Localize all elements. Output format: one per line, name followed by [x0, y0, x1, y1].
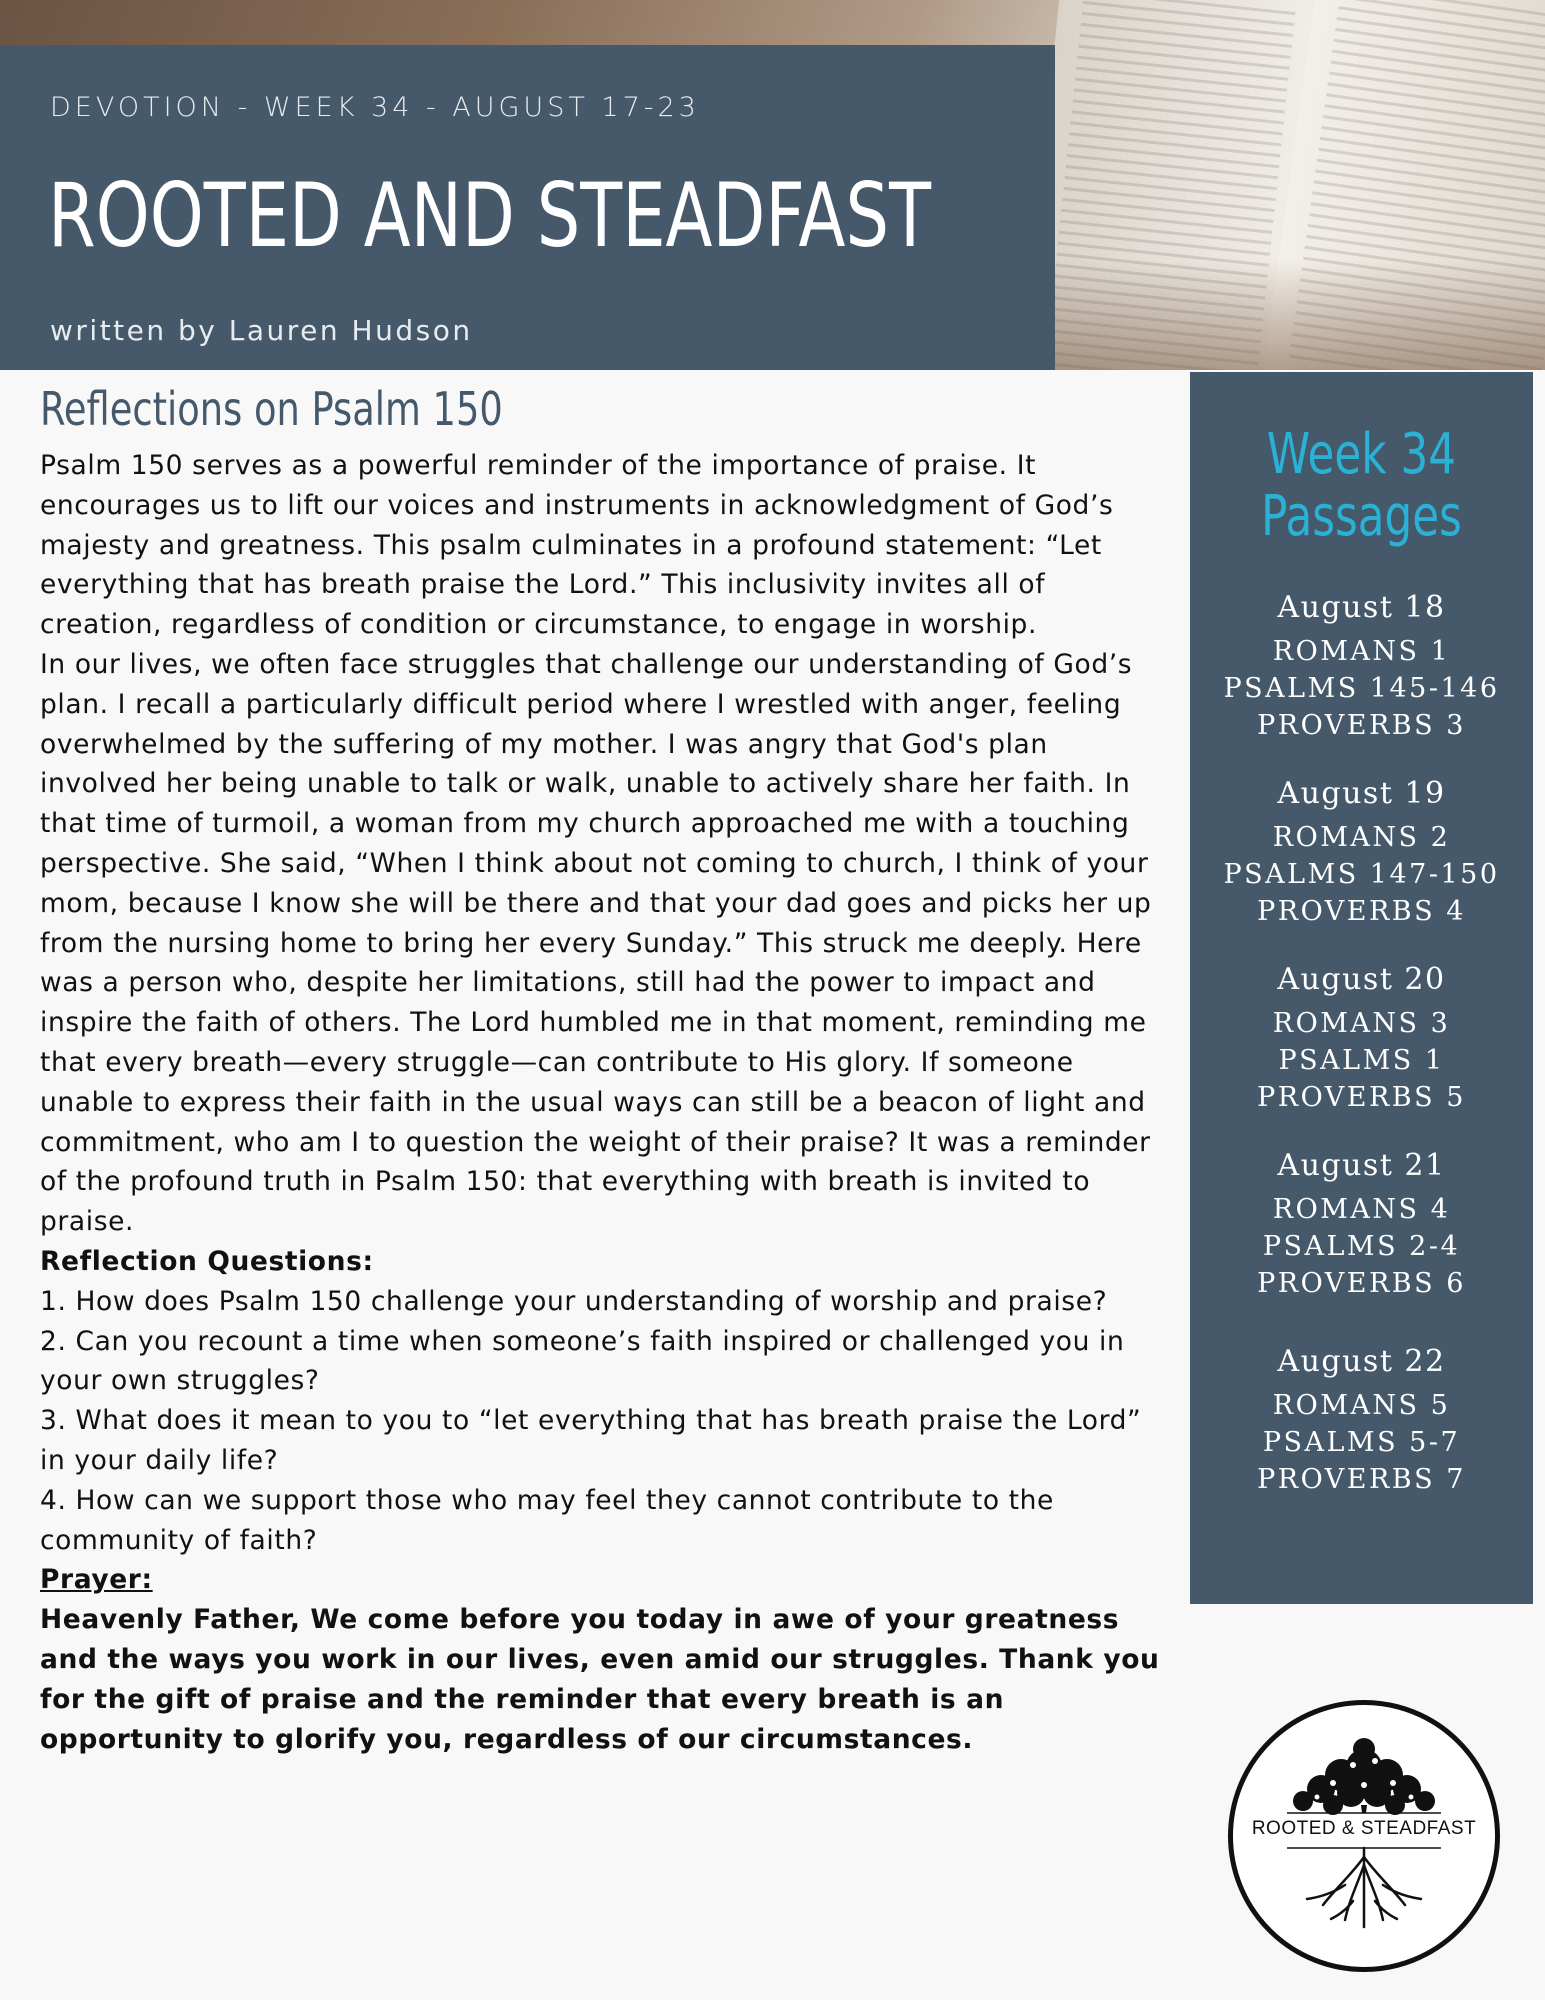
body-paragraph: In our lives, we often face struggles that challenge our understanding of God’s plan. I recall a particularly difficult period where I wrestled with anger, feeling overwhelmed by the suffering of my mother. I was angry that God's plan involved her being unable to talk or walk, unable to actively share her faith. In that time of turmoil, a woman from my church approached me with a touching perspective. She said, “When I think about not coming to church, I think of your mom, because I know she will be there and that your dad goes and picks her up from the nursing home to bring her every Sunday.” This struck me deeply. Here was a person who, despite her limitations, still had the power to impact and inspire the faith of others. The Lord humbled me in that moment, reminding me that every breath—every struggle—can contribute to His glory. If someone unable to express their faith in the usual ways can still be a beacon of light and commitment, who am I to question the weight of their praise? It was a reminder of the profound truth in Psalm 150: that everything with breath is invited to praise.	[40, 648, 1152, 1238]
passage-reading: ROMANS 2	[1272, 822, 1451, 853]
question-item: 4. How can we support those who may feel they cannot contribute to the community of faith?	[40, 1484, 1054, 1556]
sidebar-title-line: Passages	[1261, 484, 1462, 549]
question-item: 2. Can you recount a time when someone’s faith inspired or challenged you in your own struggles?	[40, 1325, 1125, 1397]
passage-reading: PROVERBS 4	[1257, 896, 1466, 927]
passage-day	[1190, 962, 1533, 1116]
passage-reading: PROVERBS 5	[1257, 1082, 1466, 1113]
passage-reading: ROMANS 4	[1272, 1194, 1451, 1225]
questions-heading: Reflection Questions:	[40, 1245, 374, 1277]
page-title: ROOTED AND STEADFAST	[48, 164, 932, 267]
prayer-text: Heavenly Father, We come before you today in awe of your greatness and the ways you work in our lives, even amid our struggles. Thank you for the gift of praise and the reminder that every breath is an opportunity to glorify you, regardless of our circumstances.	[40, 1604, 1160, 1755]
question-item: 1. How does Psalm 150 challenge your understanding of worship and praise?	[40, 1285, 1108, 1317]
devotion-body	[40, 446, 1170, 1759]
passage-date: August 21	[1277, 1148, 1446, 1183]
passage-reading: PSALMS 1	[1278, 1045, 1445, 1076]
section-heading: Reflections on Psalm 150	[40, 382, 503, 436]
passage-reading: PROVERBS 7	[1257, 1464, 1466, 1495]
prayer-heading: Prayer:	[40, 1564, 153, 1596]
passage-reading: PSALMS 145-146	[1223, 673, 1500, 704]
passage-date: August 22	[1277, 1344, 1446, 1379]
passage-reading: PSALMS 147-150	[1223, 859, 1500, 890]
rooted-steadfast-logo	[1228, 1700, 1500, 1972]
body-paragraph: Psalm 150 serves as a powerful reminder of the importance of praise. It encourages us to lift our voices and instruments in acknowledgment of God’s majesty and greatness. This psalm culminates in a profound statement: “Let everything that has breath praise the Lord.” This inclusivity invites all of creation, regardless of condition or circumstance, to engage in worship.	[40, 450, 1114, 641]
passage-date: August 18	[1277, 590, 1446, 625]
passage-reading: ROMANS 5	[1272, 1390, 1451, 1421]
author-byline: written by Lauren Hudson	[50, 314, 473, 347]
passage-date: August 20	[1277, 962, 1446, 997]
passage-day	[1190, 1148, 1533, 1302]
passage-reading: PROVERBS 3	[1257, 710, 1466, 741]
passage-reading: PSALMS 2-4	[1262, 1231, 1461, 1262]
passage-day	[1190, 590, 1533, 744]
logo-text: ROOTED & STEADFAST	[1251, 1818, 1477, 1839]
passage-day	[1190, 1344, 1533, 1498]
devotion-eyebrow: DEVOTION - WEEK 34 - AUGUST 17-23	[50, 92, 700, 123]
sidebar-title	[1228, 424, 1496, 548]
passage-reading: ROMANS 1	[1272, 636, 1451, 667]
sidebar-title-line: Week 34	[1266, 422, 1457, 487]
passages-sidebar	[1190, 372, 1533, 1604]
passage-date: August 19	[1277, 776, 1446, 811]
passage-day	[1190, 776, 1533, 930]
passage-reading: PROVERBS 6	[1257, 1268, 1466, 1299]
question-item: 3. What does it mean to you to “let everything that has breath praise the Lord” in your daily life?	[40, 1405, 1142, 1476]
passage-reading: ROMANS 3	[1272, 1008, 1451, 1039]
passage-reading: PSALMS 5-7	[1262, 1427, 1461, 1458]
